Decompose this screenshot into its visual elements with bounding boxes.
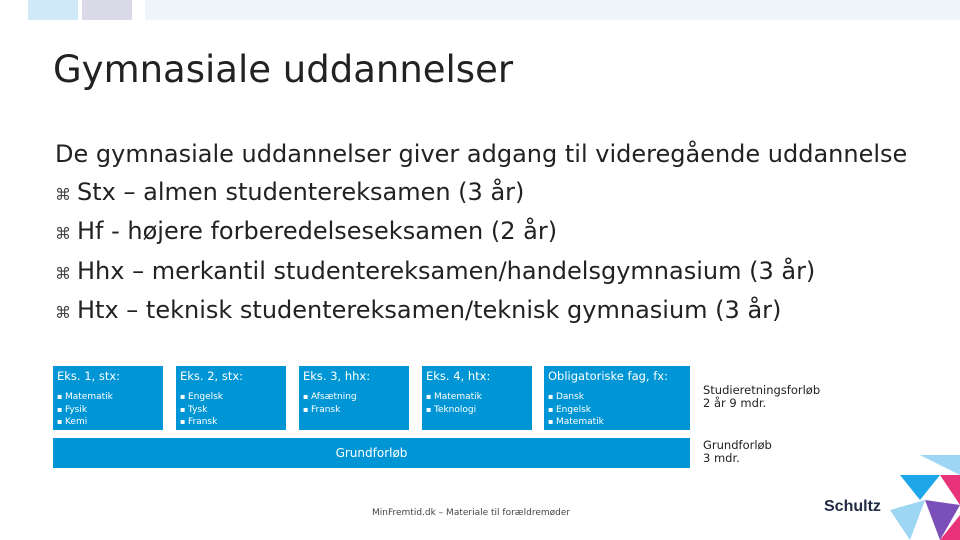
box-subject-list (303, 391, 405, 416)
grundforloeb-bar: Grundforløb (53, 438, 690, 468)
schultz-logo: Schultz (824, 498, 881, 515)
bullet-item: ⌘ Htx – teknisk studentereksamen/teknisk gymnasium (3 år) (55, 292, 907, 332)
subject-item: ▪ Matematik (57, 391, 159, 404)
bullet-item: ⌘ Hhx – merkantil studentereksamen/handelsgymnasium (3 år) (55, 253, 907, 293)
study-box-2 (176, 366, 286, 430)
decor-shape (82, 0, 132, 20)
side-label-studieretning (703, 384, 820, 410)
command-icon: ⌘ (55, 303, 71, 322)
subject-item: ▪ Engelsk (548, 404, 686, 417)
subject-item: ▪ Afsætning (303, 391, 405, 404)
side-label-line: 3 mdr. (703, 451, 740, 465)
box-title: Eks. 2, stx: (180, 369, 244, 383)
corner-decor-graphic (880, 455, 960, 540)
box-title: Eks. 4, htx: (426, 369, 491, 383)
subject-item: ▪ Teknologi (426, 404, 528, 417)
bullet-item: ⌘ Stx – almen studentereksamen (3 år) (55, 174, 907, 214)
study-box-mandatory (544, 366, 690, 430)
command-icon: ⌘ (55, 224, 71, 243)
subject-item: ▪ Kemi (57, 416, 159, 429)
box-title: Eks. 1, stx: (57, 369, 121, 383)
decor-triangle (900, 475, 940, 500)
command-icon: ⌘ (55, 184, 71, 204)
footer-text: MinFremtid.dk – Materiale til forældremøder (372, 508, 571, 518)
page-title: Gymnasiale uddannelser (53, 48, 514, 91)
box-title: Obligatoriske fag, fx: (548, 369, 668, 383)
box-subject-list (548, 391, 686, 429)
subject-item: ▪ Dansk (548, 391, 686, 404)
side-label-line: Grundforløb (703, 438, 772, 452)
decor-triangle (940, 475, 960, 505)
subject-item: ▪ Fysik (57, 404, 159, 417)
decor-shape (145, 0, 960, 20)
box-subject-list (426, 391, 528, 416)
subject-item: ▪ Engelsk (180, 391, 282, 404)
study-box-1 (53, 366, 163, 430)
decor-triangle (920, 455, 960, 475)
study-box-4 (422, 366, 532, 430)
side-label-grundforloeb (703, 439, 772, 465)
decor-triangle (890, 500, 925, 540)
study-box-3 (299, 366, 409, 430)
decor-shape (28, 0, 78, 20)
command-icon: ⌘ (55, 263, 71, 283)
box-subject-list (57, 391, 159, 429)
bullet-item: ⌘ Hf - højere forberedelseseksamen (2 år) (55, 213, 907, 253)
box-subject-list (180, 391, 282, 429)
side-label-line: 2 år 9 mdr. (703, 396, 767, 410)
intro-text-block (55, 136, 907, 332)
subject-item: ▪ Matematik (426, 391, 528, 404)
top-decor-strip (0, 0, 960, 20)
subject-item: ▪ Matematik (548, 416, 686, 429)
subject-item: ▪ Fransk (303, 404, 405, 417)
subject-item: ▪ Fransk (180, 416, 282, 429)
lead-line: De gymnasiale uddannelser giver adgang til videregående uddannelse (55, 140, 908, 168)
side-label-line: Studieretningsforløb (703, 383, 821, 397)
subject-item: ▪ Tysk (180, 404, 282, 417)
box-title: Eks. 3, hhx: (303, 369, 371, 383)
